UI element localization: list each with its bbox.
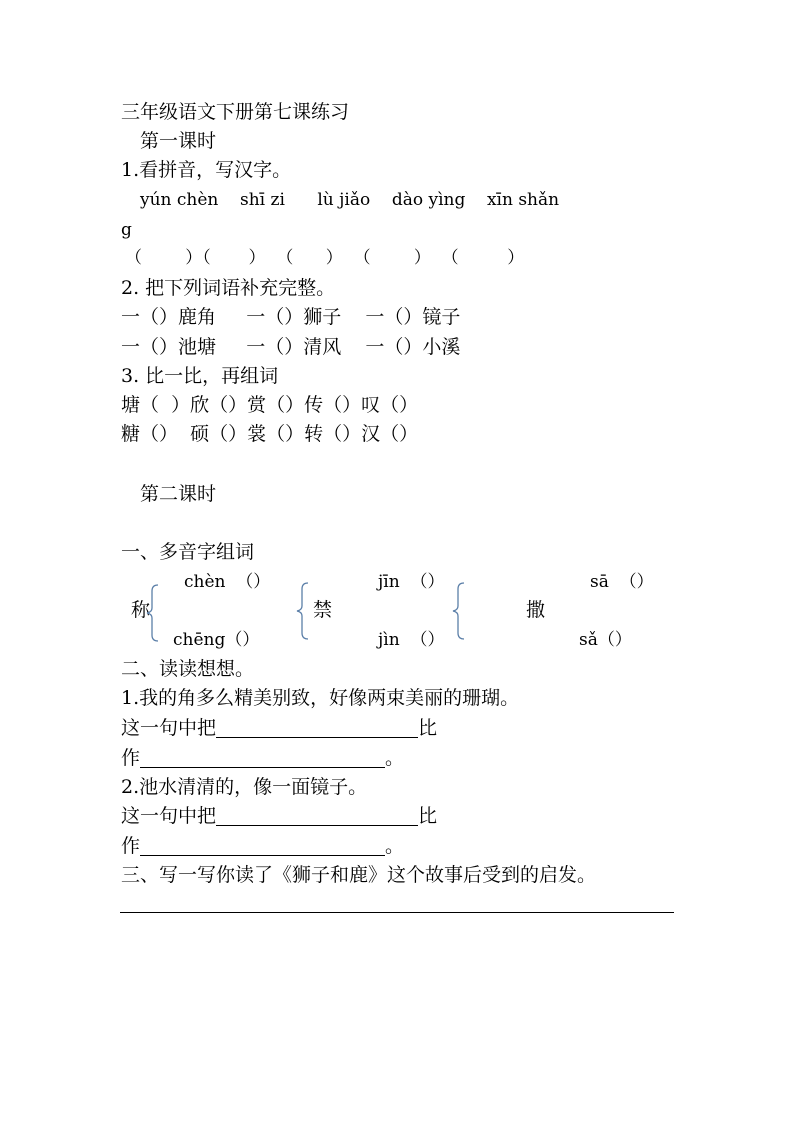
answer-blank-1b[interactable] (140, 747, 385, 768)
fill-line-4 (121, 832, 404, 860)
q2-row-1[interactable]: 一（）鹿角 一（）狮子 一（）镜子 (121, 306, 461, 328)
fill-bi: 比 (418, 717, 438, 739)
polyphone-2-bottom[interactable]: jìn （） (378, 630, 445, 650)
fill-prefix: 这一句中把 (121, 805, 217, 827)
q3-title: 3. 比一比，再组词 (121, 365, 279, 387)
brace-1 (146, 584, 160, 642)
pinyin-wrap: g (121, 220, 132, 240)
polyphone-3-bottom[interactable]: sǎ（） (579, 630, 632, 650)
fill-period: 。 (385, 747, 405, 769)
fill-zuo: 作 (121, 747, 141, 769)
polyphone-1-bottom[interactable]: chēng（） (173, 630, 260, 650)
answer-blank-2b[interactable] (140, 835, 385, 856)
brace-3 (452, 582, 466, 640)
pinyin-answer-blanks[interactable]: （ ）（ ） （ ） （ ） （ ） (125, 248, 525, 268)
fill-zuo: 作 (121, 835, 141, 857)
polyphone-2-top[interactable]: jīn （） (378, 572, 445, 592)
page-title: 三年级语文下册第七课练习 (121, 101, 350, 123)
fill-line-1 (121, 714, 437, 742)
fill-prefix: 这一句中把 (121, 717, 217, 739)
q3-row-1[interactable]: 塘（ ）欣（）赏（）传（）叹（） (121, 394, 419, 416)
polyphone-2-char: 禁 (313, 599, 333, 621)
sentence-1: 1.我的角多么精美别致，好像两束美丽的珊瑚。 (121, 687, 520, 709)
q2-row-2[interactable]: 一（）池塘 一（）清风 一（）小溪 (121, 336, 461, 358)
polyphone-3-char: 撒 (526, 599, 546, 621)
brace-2 (296, 582, 310, 640)
fill-bi: 比 (418, 805, 438, 827)
part3-title: 三、写一写你读了《狮子和鹿》这个故事后受到的启发。 (121, 864, 597, 886)
polyphone-1-char: 称 (131, 599, 151, 621)
q3-row-2[interactable]: 糖（） 硕（）裳（）转（）汉（） (121, 423, 419, 445)
fill-line-2 (121, 744, 404, 772)
polyphone-3-top[interactable]: sā （） (590, 572, 654, 592)
answer-blank-1a[interactable] (216, 717, 418, 738)
answer-line-3[interactable] (120, 912, 674, 913)
fill-period: 。 (385, 835, 405, 857)
polyphone-1-top[interactable]: chèn （） (184, 572, 271, 592)
fill-line-3 (121, 802, 437, 830)
part2-title: 二、读读想想。 (121, 658, 255, 680)
q1-title: 1.看拼音，写汉字。 (121, 159, 292, 181)
sentence-2: 2.池水清清的，像一面镜子。 (121, 776, 368, 798)
lesson2-heading: 第二课时 (140, 483, 217, 505)
lesson1-heading: 第一课时 (140, 130, 217, 152)
part1-title: 一、多音字组词 (121, 541, 255, 563)
answer-blank-2a[interactable] (216, 805, 418, 826)
pinyin-line: yún chèn shī zi lù jiǎo dào yìng xīn shǎn (140, 190, 560, 210)
q2-title: 2. 把下列词语补充完整。 (121, 277, 336, 299)
